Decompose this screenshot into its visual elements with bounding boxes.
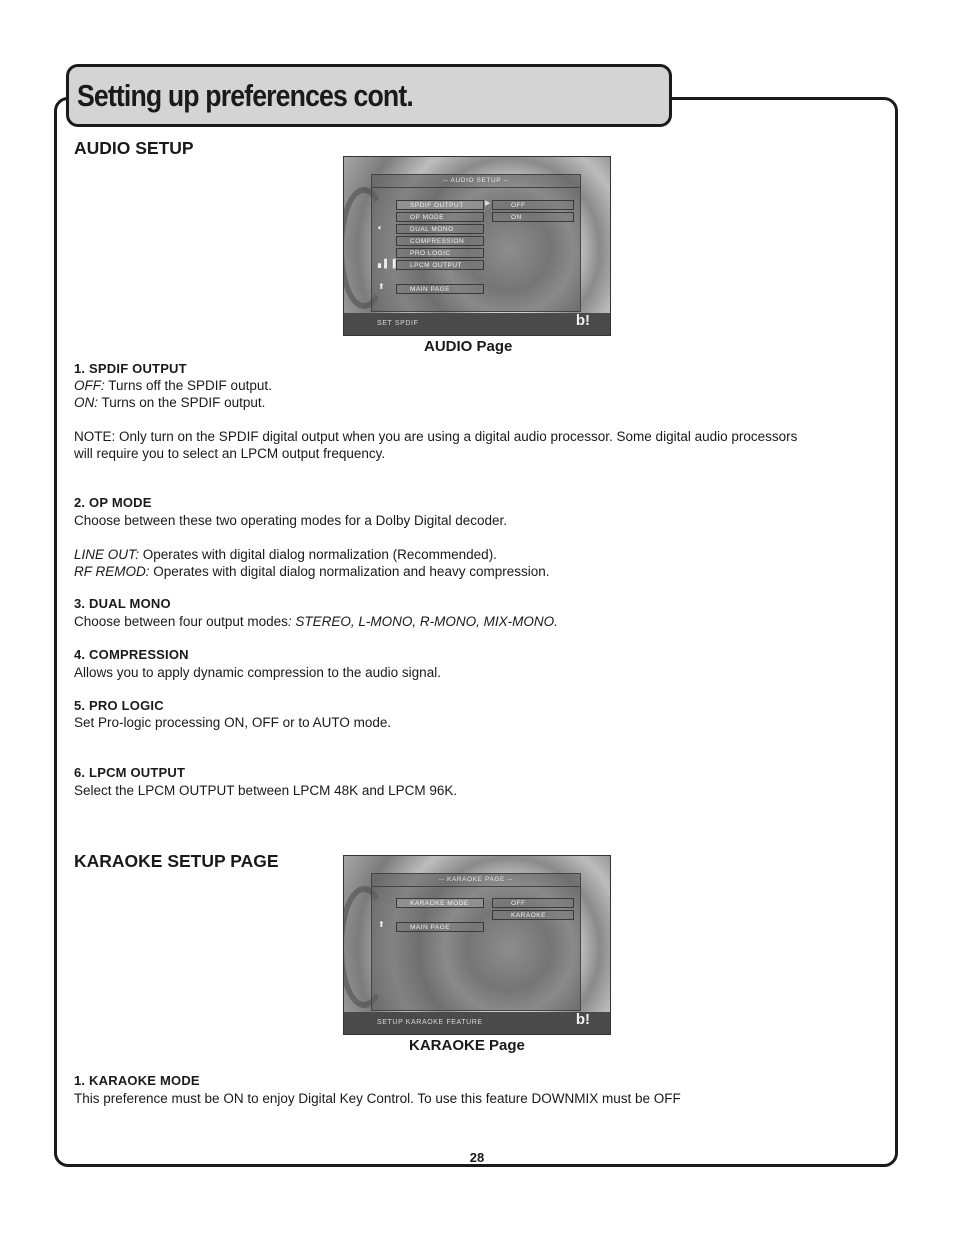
dual-mono-heading: 3. DUAL MONO <box>74 596 171 611</box>
karaoke-mode-description: This preference must be ON to enjoy Digital Key Control. To use this feature DOWNMIX must be OFF <box>74 1091 681 1106</box>
osd-item-main-page: MAIN PAGE <box>396 922 484 932</box>
compression-heading: 4. COMPRESSION <box>74 647 189 662</box>
karaoke-page-caption: KARAOKE Page <box>409 1037 525 1054</box>
pro-logic-description: Set Pro-logic processing ON, OFF or to AUTO mode. <box>74 715 392 730</box>
osd-item-compression: COMPRESSION <box>396 236 484 246</box>
chevron-right-icon: ▶ <box>485 200 491 207</box>
osd-header: -- AUDIO SETUP -- <box>372 175 580 188</box>
karaoke-setup-heading: KARAOKE SETUP PAGE <box>74 851 279 871</box>
osd-brand-mark: b! <box>575 1011 590 1028</box>
karaoke-mode-heading: 1. KARAOKE MODE <box>74 1073 200 1088</box>
title-tab <box>66 64 672 127</box>
lpcm-output-description: Select the LPCM OUTPUT between LPCM 48K and LPCM 96K. <box>74 783 458 798</box>
spdif-output-heading: 1. SPDIF OUTPUT <box>74 361 187 376</box>
page-number: 28 <box>469 1150 485 1165</box>
up-arrow-icon: ⬆︎ <box>378 282 385 291</box>
dual-mono-description: Choose between four output modes: STEREO, L-MONO, R-MONO, MIX-MONO. <box>74 614 558 629</box>
osd-header: -- KARAOKE PAGE -- <box>372 874 580 887</box>
audio-osd-menu <box>371 174 581 312</box>
osd-option-karaoke: KARAOKE <box>492 910 574 920</box>
line-out-line: LINE OUT: Operates with digital dialog normalization (Recommended). <box>74 547 497 562</box>
audio-setup-heading: AUDIO SETUP <box>74 138 194 158</box>
osd-item-main-page: MAIN PAGE <box>396 284 484 294</box>
audio-page-caption: AUDIO Page <box>424 338 513 355</box>
osd-item-lpcm-output: LPCM OUTPUT <box>396 260 484 270</box>
karaoke-setup-screenshot <box>343 855 611 1035</box>
rf-remod-line: RF REMOD: Operates with digital dialog normalization and heavy compression. <box>74 564 550 579</box>
equalizer-icon: ▖▌▐ <box>378 259 396 268</box>
op-mode-heading: 2. OP MODE <box>74 495 152 510</box>
osd-option-on: ON <box>492 212 574 222</box>
spdif-note-line-2: will require you to select an LPCM output frequency. <box>74 446 386 461</box>
osd-status-bar: SET SPDIF <box>344 313 610 335</box>
lpcm-output-heading: 6. LPCM OUTPUT <box>74 765 186 780</box>
page-title: Setting up preferences cont. <box>77 78 413 113</box>
compression-description: Allows you to apply dynamic compression to the audio signal. <box>74 665 441 680</box>
karaoke-osd-menu <box>371 873 581 1011</box>
spdif-note-line-1: NOTE: Only turn on the SPDIF digital output when you are using a digital audio processor. Some digital audio processors <box>74 429 798 444</box>
audio-setup-screenshot <box>343 156 611 336</box>
osd-item-pro-logic: PRO LOGIC <box>396 248 484 258</box>
spdif-off-line: OFF: Turns off the SPDIF output. <box>74 378 272 393</box>
speaker-icon: 🔈︎ <box>378 223 383 232</box>
up-arrow-icon: ⬆︎ <box>378 920 385 929</box>
osd-item-spdif-output: SPDIF OUTPUT <box>396 200 484 210</box>
osd-item-karaoke-mode: KARAOKE MODE <box>396 898 484 908</box>
osd-option-off: OFF <box>492 898 574 908</box>
pro-logic-heading: 5. PRO LOGIC <box>74 698 164 713</box>
osd-status-bar: SETUP KARAOKE FEATURE <box>344 1012 610 1034</box>
osd-item-op-mode: OP MODE <box>396 212 484 222</box>
osd-brand-mark: b! <box>575 312 590 329</box>
spdif-on-line: ON: Turns on the SPDIF output. <box>74 395 266 410</box>
osd-option-off: OFF <box>492 200 574 210</box>
osd-item-dual-mono: DUAL MONO <box>396 224 484 234</box>
op-mode-description: Choose between these two operating modes for a Dolby Digital decoder. <box>74 513 508 528</box>
